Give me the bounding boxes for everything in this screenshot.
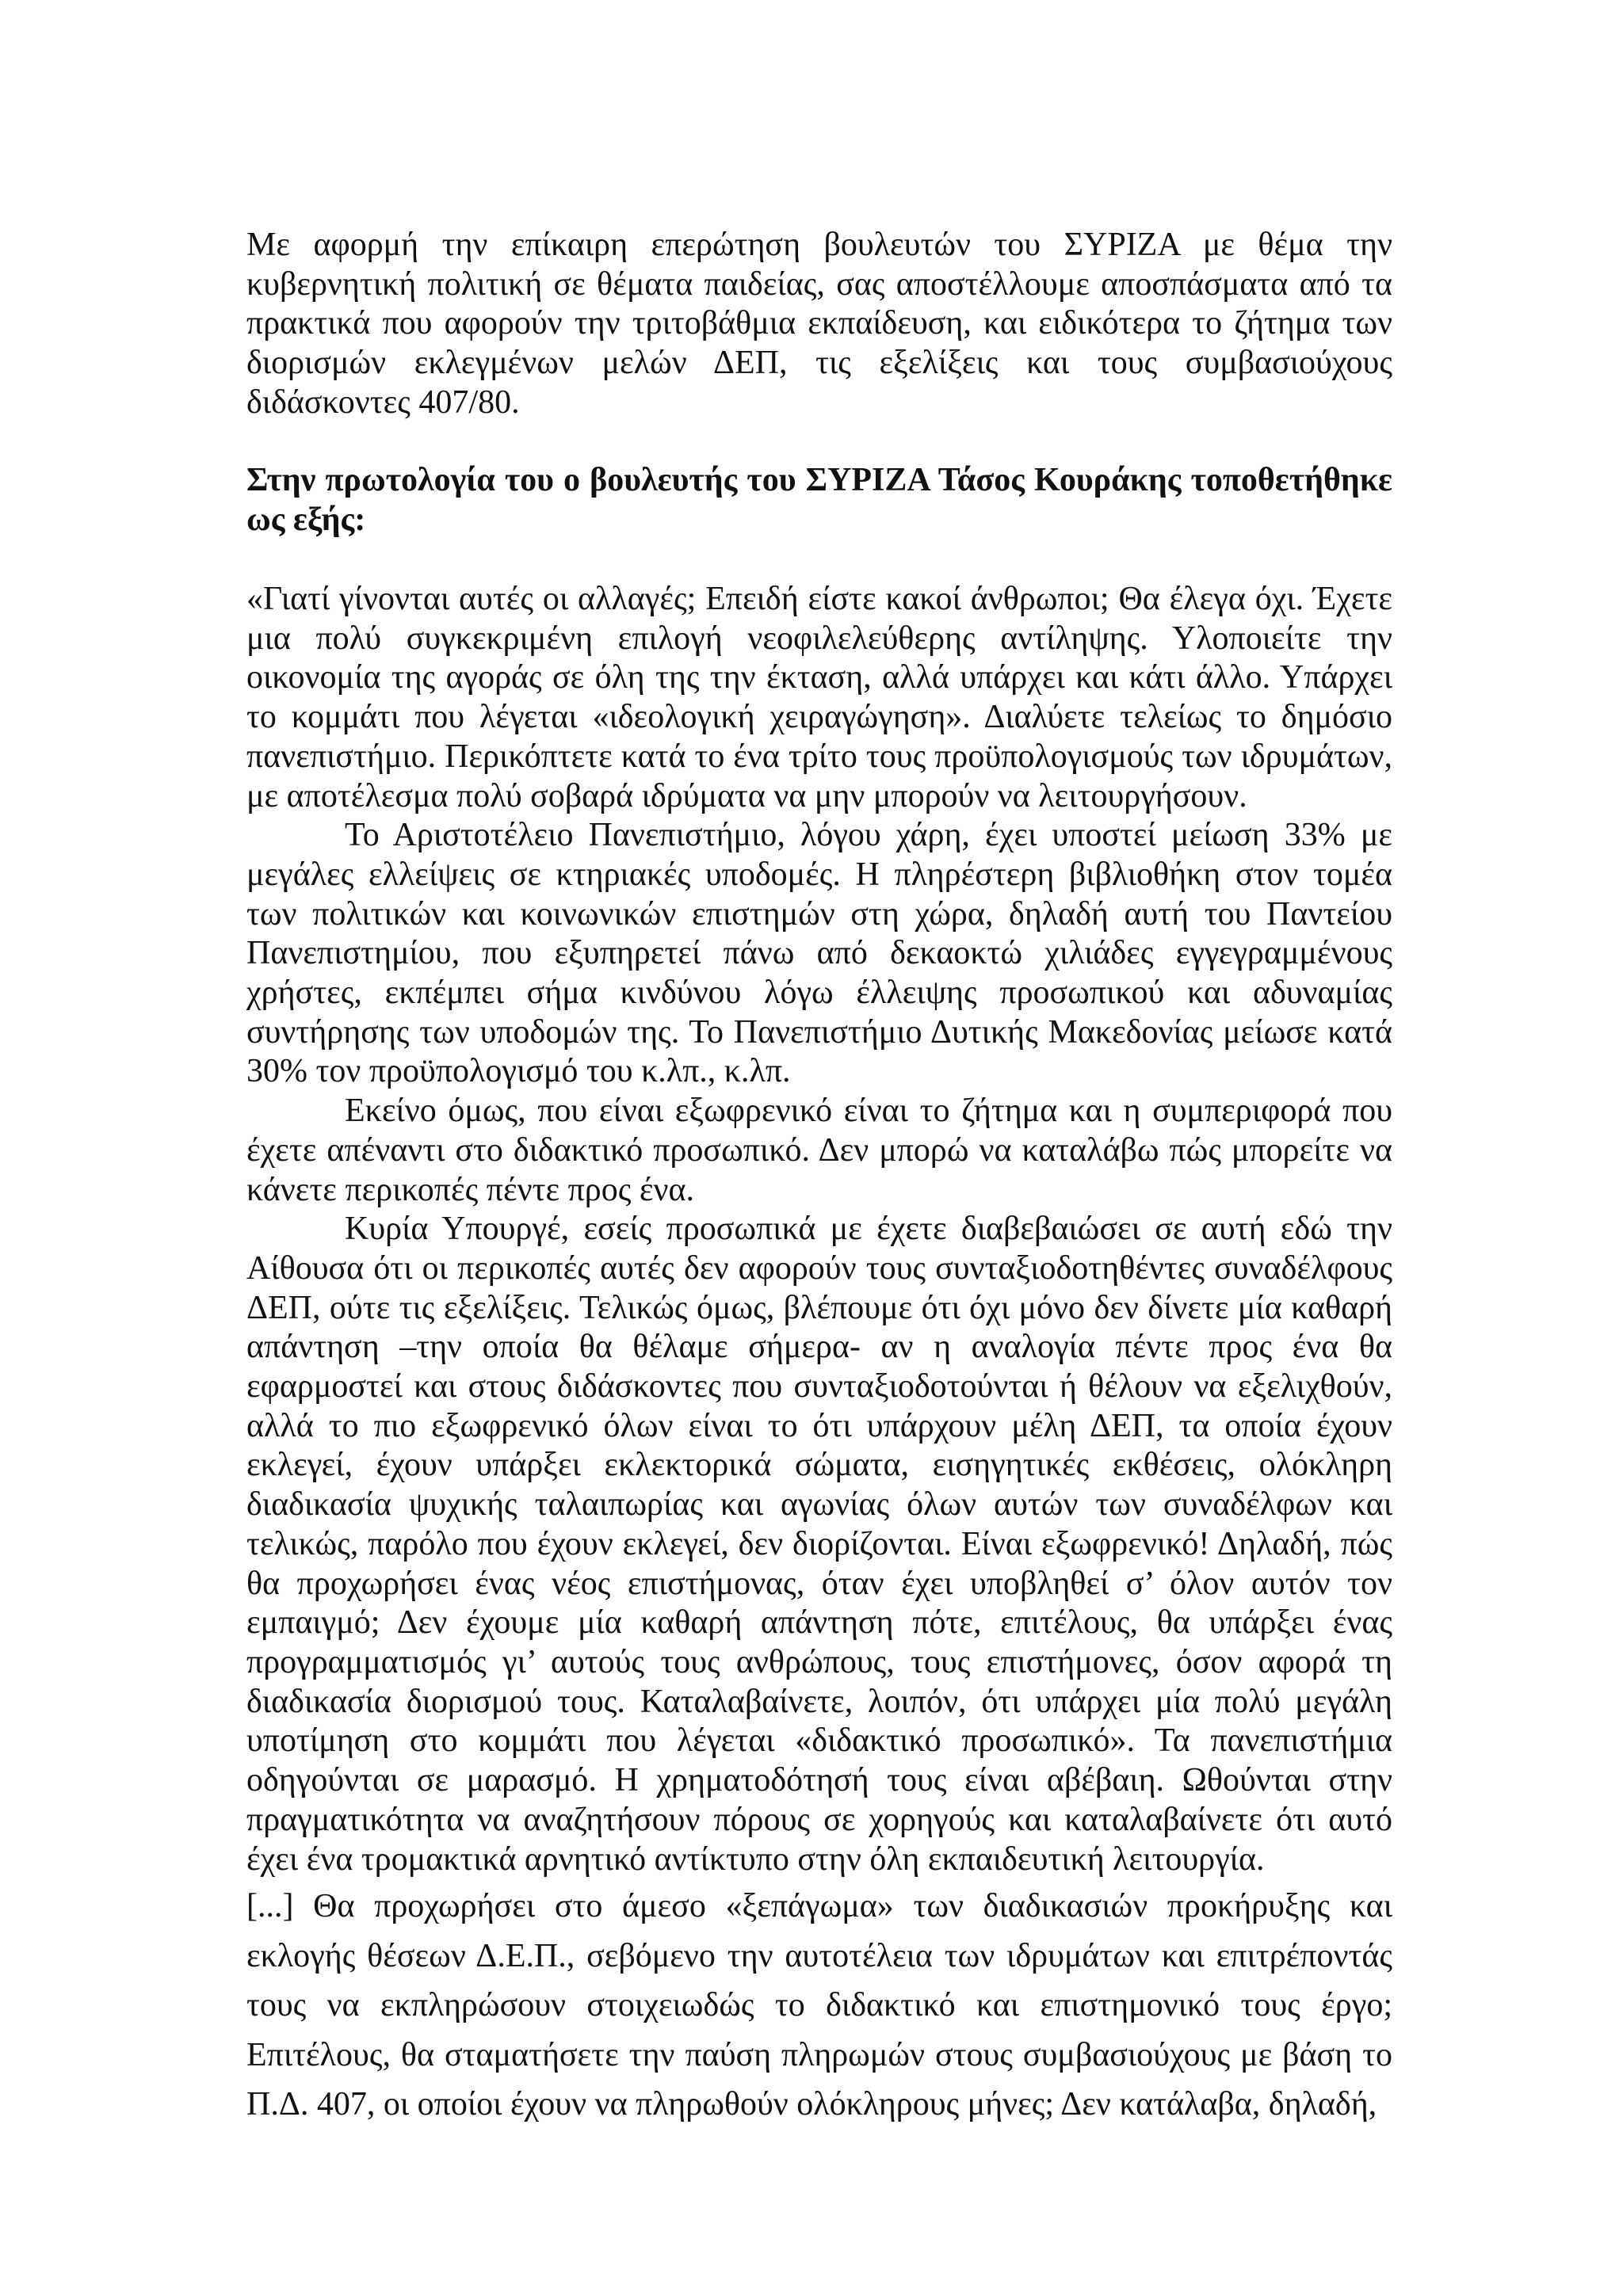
closing-text: [...] Θα προχωρήσει στο άμεσο «ξεπάγωμα» των διαδικασιών προκήρυξης και εκλογής θέσεων Δ.Ε.Π., σεβόμενο την αυτοτέλεια των ιδρυμάτων και επιτρέποντάς τους να εκπληρώσουν στοιχειωδώς το διδακτικό και επιστημονικό τους έργο; Επιτέλους, θα σταματήσετε την παύση πληρωμών στους συμβασιούχους με βάση το Π.Δ. 407, οι οποίοι έχουν να πληρωθούν ολόκληρους μήνες; Δεν κατάλαβα, δηλαδή,	[246, 1888, 1392, 2122]
quoted-speech	[246, 580, 1392, 1879]
closing-paragraph	[246, 1882, 1392, 2130]
quote-paragraph-1: «Γιατί γίνονται αυτές οι αλλαγές; Επειδή είστε κακοί άνθρωποι; Θα έλεγα όχι. Έχετε μια πολύ συγκεκριμένη επιλογή νεοφιλελεύθερης αντίληψης. Υλοποιείτε την οικονομία της αγοράς σε όλη της την έκταση, αλλά υπάρχει και κάτι άλλο. Υπάρχει το κομμάτι που λέγεται «ιδεολογική χειραγώγηση». Διαλύετε τελείως το δημόσιο πανεπιστήμιο. Περικόπτετε κατά το ένα τρίτο τους προϋπολογισμούς των ιδρυμάτων, με αποτέλεσμα πολύ σοβαρά ιδρύματα να μην μπορούν να λειτουργήσουν.	[246, 581, 1392, 814]
section-heading	[246, 461, 1392, 540]
quote-paragraph-3: Εκείνο όμως, που είναι εξωφρενικό είναι το ζήτημα και η συμπεριφορά που έχετε απέναντι στο διδακτικό προσωπικό. Δεν μπορώ να καταλάβω πώς μπορείτε να κάνετε περικοπές πέντε προς ένα.	[246, 1093, 1392, 1208]
quote-paragraph-4: Κυρία Υπουργέ, εσείς προσωπικά με έχετε διαβεβαιώσει σε αυτή εδώ την Αίθουσα ότι οι περικοπές αυτές δεν αφορούν τους συνταξιοδοτηθέντες συναδέλφους ΔΕΠ, ούτε τις εξελίξεις. Τελικώς όμως, βλέπουμε ότι όχι μόνο δεν δίνετε μία καθαρή απάντηση –την οποία θα θέλαμε σήμερα- αν η αναλογία πέντε προς ένα θα εφαρμοστεί και στους διδάσκοντες που συνταξιοδοτούνται ή θέλουν να εξελιχθούν, αλλά το πιο εξωφρενικό όλων είναι το ότι υπάρχουν μέλη ΔΕΠ, τα οποία έχουν εκλεγεί, έχουν υπάρξει εκλεκτορικά σώματα, εισηγητικές εκθέσεις, ολόκληρη διαδικασία ψυχικής ταλαιπωρίας και αγωνίας όλων αυτών των συναδέλφων και τελικώς, παρόλο που έχουν εκλεγεί, δεν διορίζονται. Είναι εξωφρενικό! Δηλαδή, πώς θα προχωρήσει ένας νέος επιστήμονας, όταν έχει υποβληθεί σ’ όλον αυτόν τον εμπαιγμό; Δεν έχουμε μία καθαρή απάντηση πότε, επιτέλους, θα υπάρξει ένας προγραμματισμός γι’ αυτούς τους ανθρώπους, τους επιστήμονες, όσον αφορά τη διαδικασία διορισμού τους. Καταλαβαίνετε, λοιπόν, ότι υπάρχει μία πολύ μεγάλη υποτίμηση στο κομμάτι που λέγεται «διδακτικό προσωπικό». Τα πανεπιστήμια οδηγούνται σε μαρασμό. Η χρηματοδότησή τους είναι αβέβαιη. Ωθούνται στην πραγματικότητα να αναζητήσουν πόρους σε χορηγούς και καταλαβαίνετε ότι αυτό έχει ένα τρομακτικά αρνητικό αντίκτυπο στην όλη εκπαιδευτική λειτουργία.	[246, 1211, 1392, 1878]
quote-paragraph-2: Το Αριστοτέλειο Πανεπιστήμιο, λόγου χάρη, έχει υποστεί μείωση 33% με μεγάλες ελλείψεις σε κτηριακές υποδομές. Η πληρέστερη βιβλιοθήκη στον τομέα των πολιτικών και κοινωνικών επιστημών στη χώρα, δηλαδή αυτή του Παντείου Πανεπιστημίου, που εξυπηρετεί πάνω από δεκαοκτώ χιλιάδες εγγεγραμμένους χρήστες, εκπέμπει σήμα κινδύνου λόγω έλλειψης προσωπικού και αδυναμίας συντήρησης των υποδομών της. Το Πανεπιστήμιο Δυτικής Μακεδονίας μείωσε κατά 30% τον προϋπολογισμό του κ.λπ., κ.λπ.	[246, 817, 1392, 1090]
heading-text: Στην πρωτολογία του ο βουλευτής του ΣΥΡΙΖΑ Τάσος Κουράκης τοποθετήθηκε ως εξής:	[246, 462, 1392, 538]
intro-text: Με αφορμή την επίκαιρη επερώτηση βουλευτών του ΣΥΡΙΖΑ με θέμα την κυβερνητική πολιτική σε θέματα παιδείας, σας αποστέλλουμε αποσπάσματα από τα πρακτικά που αφορούν την τριτοβάθμια εκπαίδευση, και ειδικότερα το ζήτημα των διορισμών εκλεγμένων μελών ΔΕΠ, τις εξελίξεις και τους συμβασιούχους διδάσκοντες 407/80.	[246, 227, 1392, 421]
intro-paragraph	[246, 226, 1392, 423]
